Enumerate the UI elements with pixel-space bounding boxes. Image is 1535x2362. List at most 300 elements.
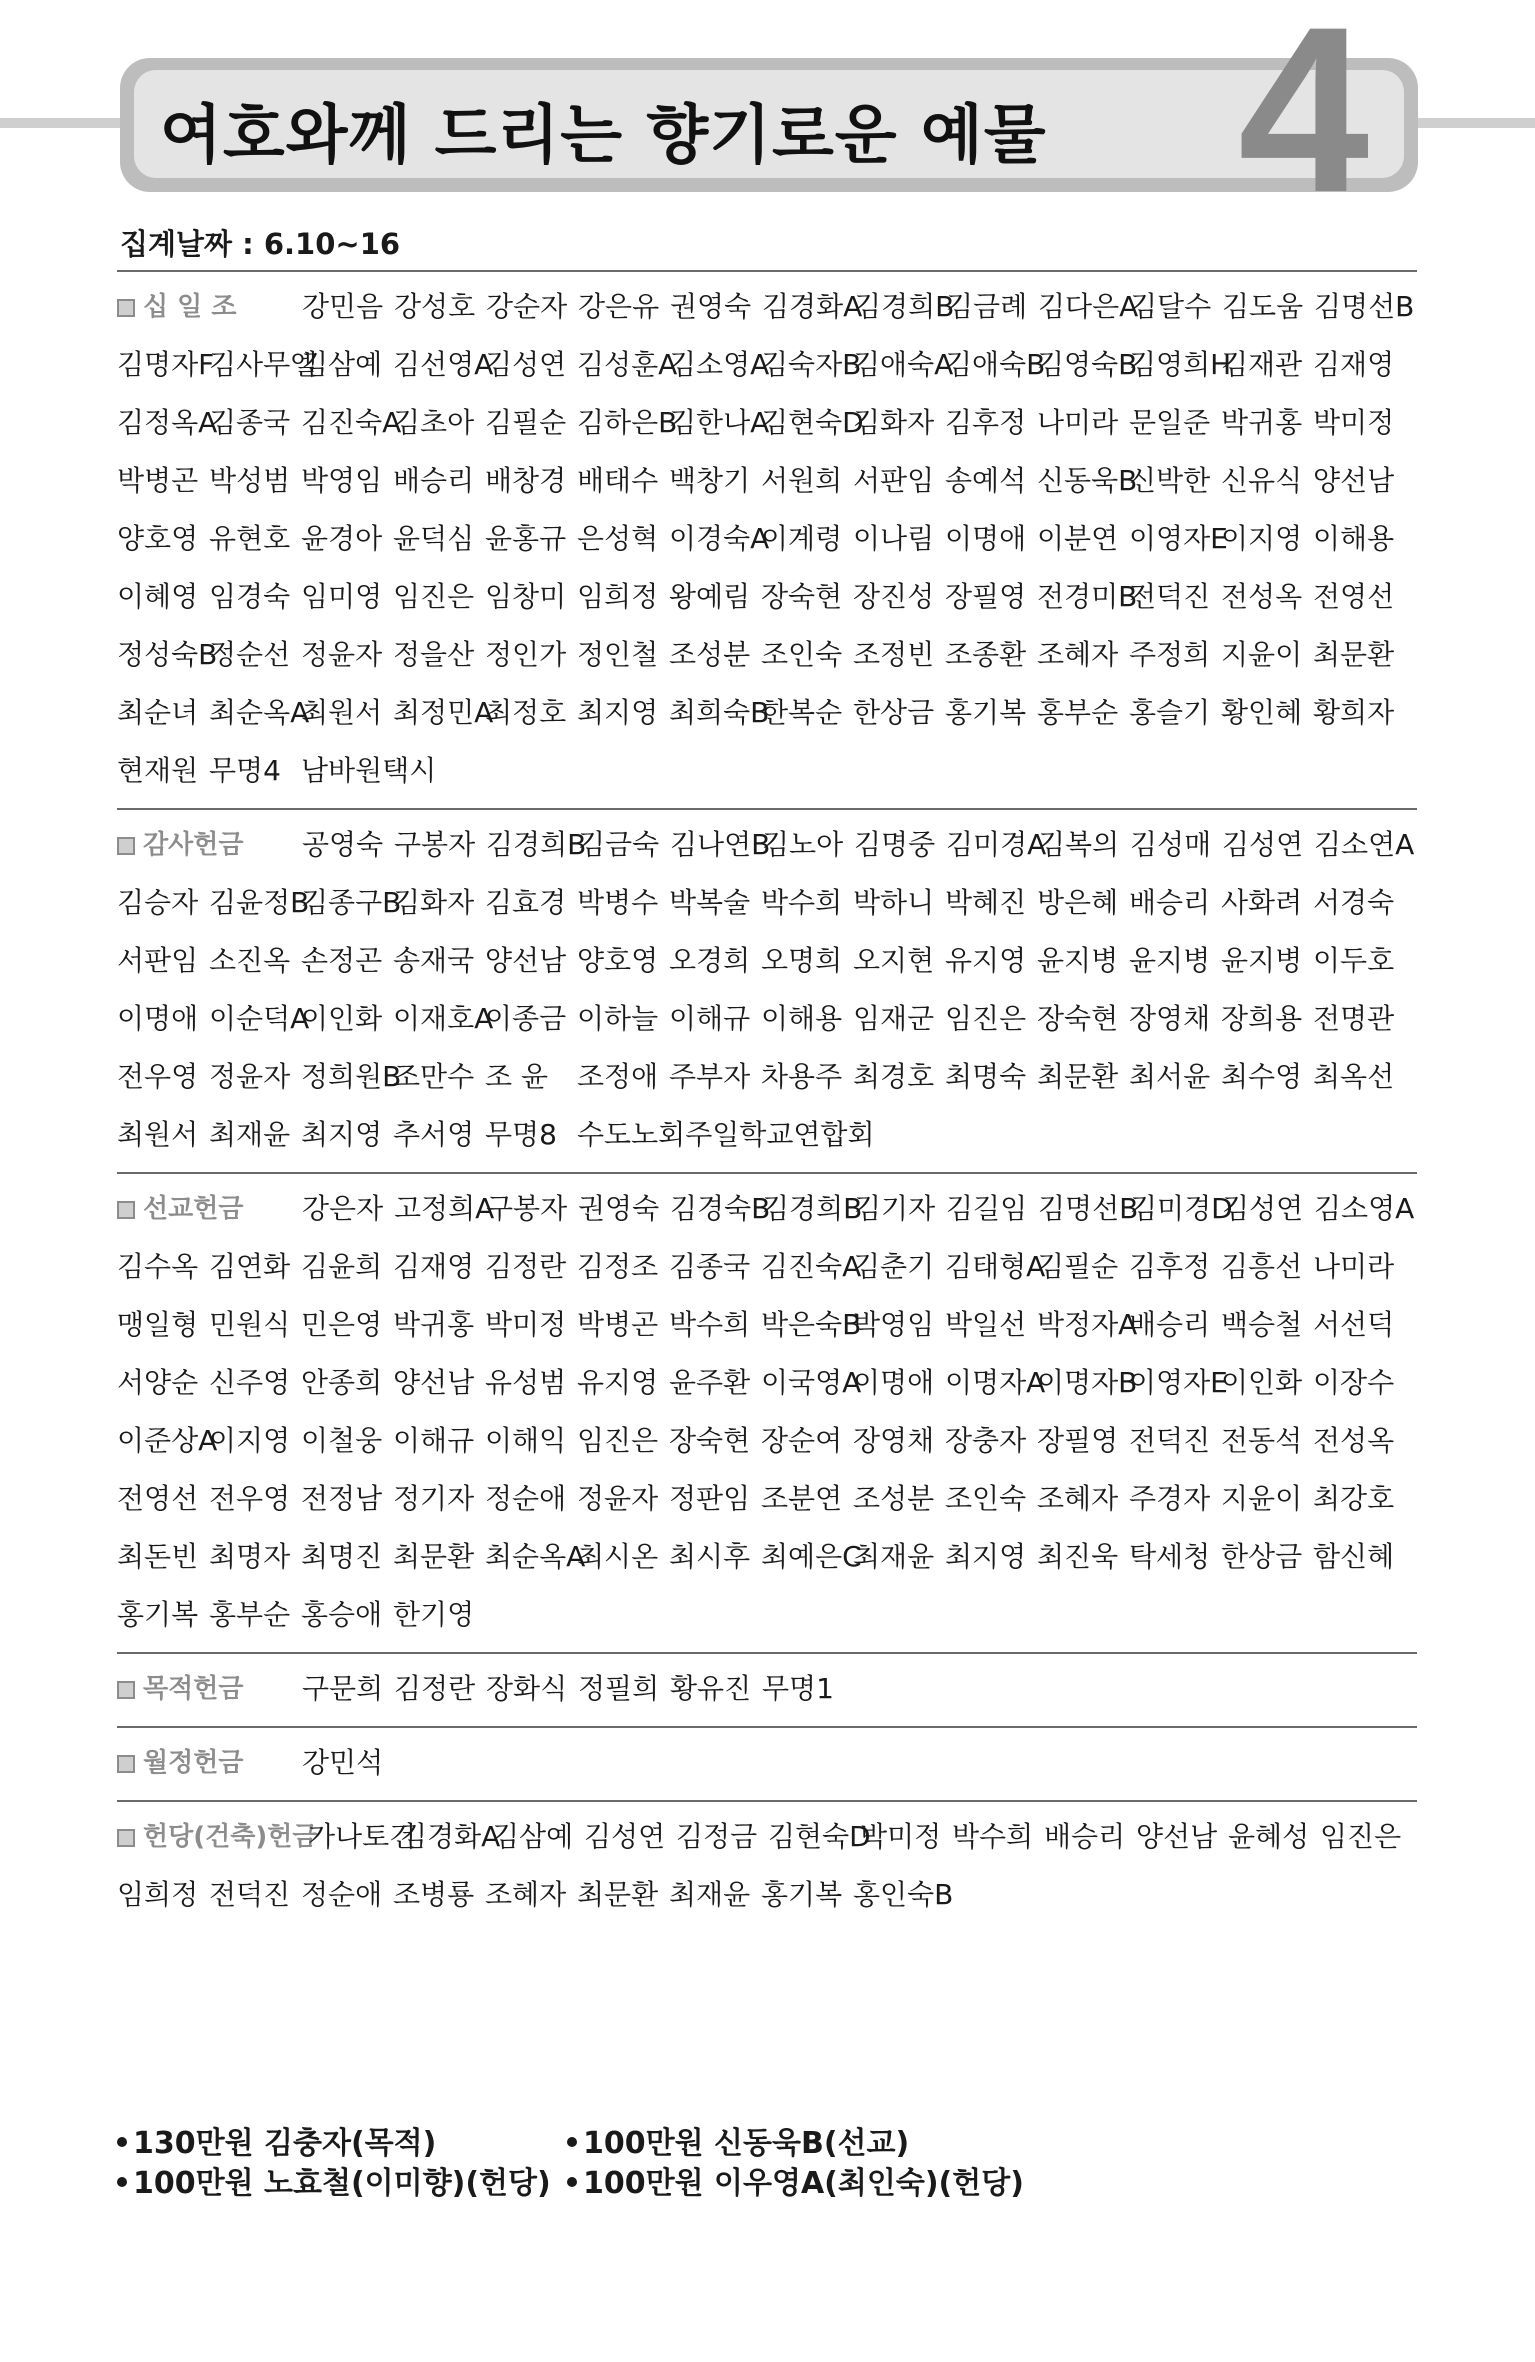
square-bullet-icon <box>117 1829 135 1847</box>
donor-name: 전성옥 <box>1313 1424 1395 1457</box>
donor-name: 김승자 <box>117 886 199 919</box>
donor-name: 박수희 <box>669 1308 751 1341</box>
donor-name: 전정남 <box>301 1482 383 1515</box>
donor-name: 김필순 <box>485 406 567 439</box>
section-label <box>117 278 302 336</box>
donor-name: 김수옥 <box>117 1250 199 1283</box>
donor-name: 김영희H <box>1129 348 1232 381</box>
donor-name: 이종금 <box>485 1002 567 1035</box>
donor-name: 전경미B <box>1037 580 1138 613</box>
section-name-list <box>117 1734 1417 1792</box>
donor-name: 박일선 <box>945 1308 1027 1341</box>
donor-name: 이인화 <box>301 1002 383 1035</box>
donor-name: 전덕진 <box>1129 580 1211 613</box>
donor-name: 김초아 <box>393 406 475 439</box>
donor-name: 김정란 <box>394 1672 476 1705</box>
donor-name: 홍부순 <box>1037 696 1119 729</box>
donor-name: 장화식 <box>486 1672 568 1705</box>
donor-name: 김종구B <box>301 886 402 919</box>
donor-name: 조인숙 <box>761 638 843 671</box>
section-label-text: 월정헌금 <box>143 1748 244 1778</box>
donor-name: 이분연 <box>1037 522 1119 555</box>
donor-name: 배승리 <box>1129 1308 1211 1341</box>
donor-name: 장필영 <box>1037 1424 1119 1457</box>
donor-name: 전성옥 <box>1221 580 1303 613</box>
donor-name: 김명중 <box>854 828 936 861</box>
donor-name: 윤홍규 <box>485 522 567 555</box>
donor-name: 장희용 <box>1221 1002 1303 1035</box>
donor-name: 최시온 <box>577 1540 659 1573</box>
donor-name: 임미영 <box>301 580 383 613</box>
donor-name: 윤지병 <box>1129 944 1211 977</box>
donor-name: 김나연B <box>670 828 771 861</box>
donor-name: 유지영 <box>945 944 1027 977</box>
donor-name: 윤지병 <box>1037 944 1119 977</box>
donor-name: 이명자A <box>945 1366 1046 1399</box>
section-name-list <box>117 278 1417 800</box>
donor-name: 조 윤 <box>485 1060 548 1093</box>
donor-name: 조혜자 <box>485 1878 567 1911</box>
donor-name: 김영숙B <box>1037 348 1138 381</box>
donor-name: 김숙자B <box>761 348 862 381</box>
donor-name: 이국영A <box>761 1366 862 1399</box>
donor-name: 홍부순 <box>209 1598 291 1631</box>
donor-name: 이명애 <box>945 522 1027 555</box>
square-bullet-icon <box>117 299 135 317</box>
donor-name: 윤덕심 <box>393 522 475 555</box>
donor-name: 정순애 <box>301 1878 383 1911</box>
donor-name: 이영자E <box>1129 1366 1228 1399</box>
donor-name: 김소영A <box>669 348 770 381</box>
donor-name: 홍승애 <box>301 1598 383 1631</box>
header-rule-right <box>1410 118 1535 128</box>
donor-name: 민은영 <box>301 1308 383 1341</box>
donor-name: 한상금 <box>1221 1540 1303 1573</box>
donor-name: 조정빈 <box>853 638 935 671</box>
donor-name: 박복술 <box>669 886 751 919</box>
donor-name: 김현숙D <box>761 406 864 439</box>
donor-name: 김선영A <box>393 348 494 381</box>
donor-name: 무명8 <box>485 1118 557 1151</box>
header-rule-left <box>0 118 125 128</box>
donor-name: 오지현 <box>853 944 935 977</box>
note-item <box>567 2158 1024 2202</box>
donor-name: 장숙현 <box>1037 1002 1119 1035</box>
donor-name: 임재군 <box>853 1002 935 1035</box>
donor-name: 구봉자 <box>486 1192 568 1225</box>
donor-name: 안종희 <box>301 1366 383 1399</box>
donor-name: 양선남 <box>393 1366 475 1399</box>
donor-name: 정순애 <box>485 1482 567 1515</box>
donor-name: 김기자 <box>854 1192 936 1225</box>
donor-name: 이명애 <box>117 1002 199 1035</box>
offering-section <box>117 1726 1417 1800</box>
donor-name: 한상금 <box>853 696 935 729</box>
donor-name: 김정란 <box>485 1250 567 1283</box>
donor-name: 강성호 <box>394 290 476 323</box>
donor-name: 배태수 <box>577 464 659 497</box>
donor-name: 주정희 <box>1129 638 1211 671</box>
donor-name: 전덕진 <box>209 1878 291 1911</box>
donor-name: 공영숙 <box>302 828 384 861</box>
donor-name: 주경자 <box>1129 1482 1211 1515</box>
donor-name: 김화자 <box>393 886 475 919</box>
donor-name: 홍기복 <box>117 1598 199 1631</box>
donor-name: 박영임 <box>301 464 383 497</box>
donor-name: 최재윤 <box>669 1878 751 1911</box>
square-bullet-icon <box>117 1681 135 1699</box>
donor-name: 강순자 <box>486 290 568 323</box>
donor-name: 서양순 <box>117 1366 199 1399</box>
section-label <box>117 1660 302 1718</box>
square-bullet-icon <box>117 1755 135 1773</box>
donor-name: 권영숙 <box>578 1192 660 1225</box>
donor-name: 김성연 <box>485 348 567 381</box>
donor-name: 구문희 <box>302 1672 384 1705</box>
donor-name: 조인숙 <box>945 1482 1027 1515</box>
page-header <box>0 0 1535 242</box>
donor-name: 최재윤 <box>853 1540 935 1573</box>
donor-name: 장충자 <box>945 1424 1027 1457</box>
donor-name: 정기자 <box>393 1482 475 1515</box>
donor-name: 최돈빈 <box>117 1540 199 1573</box>
donor-name: 양선남 <box>1136 1820 1218 1853</box>
donor-name: 가나토건 <box>308 1820 417 1853</box>
donor-name: 임경숙 <box>209 580 291 613</box>
page-title: 여호와께 드리는 향기로운 예물 <box>160 99 1047 173</box>
donor-name: 박미정 <box>1313 406 1395 439</box>
donor-name: 양선남 <box>485 944 567 977</box>
donor-name: 김진숙A <box>301 406 402 439</box>
offering-section <box>117 1172 1417 1652</box>
donor-name: 장숙현 <box>669 1424 751 1457</box>
donor-name: 이장수 <box>1313 1366 1395 1399</box>
donor-name: 전덕진 <box>1129 1424 1211 1457</box>
donor-name: 백창기 <box>669 464 751 497</box>
donor-name: 김한나A <box>669 406 770 439</box>
donor-name: 김흥선 <box>1221 1250 1303 1283</box>
donor-name: 김성연 <box>584 1820 666 1853</box>
donor-name: 이해용 <box>761 1002 843 1035</box>
donor-name: 탁세청 <box>1129 1540 1211 1573</box>
donor-name: 정윤자 <box>209 1060 291 1093</box>
donor-name: 김성훈A <box>577 348 678 381</box>
donor-name: 이하늘 <box>577 1002 659 1035</box>
offering-section <box>117 1652 1417 1726</box>
donor-name: 조병룡 <box>393 1878 475 1911</box>
offering-section <box>117 1800 1417 1932</box>
donor-name: 박병수 <box>577 886 659 919</box>
donor-name: 김명자F <box>117 348 215 381</box>
section-label-text: 감사헌금 <box>143 830 244 860</box>
tally-date: 집계날짜 : 6.10~16 <box>120 227 401 261</box>
donor-name: 최원서 <box>117 1118 199 1151</box>
donor-name: 김종국 <box>209 406 291 439</box>
donor-name: 김다은A <box>1038 290 1139 323</box>
donor-name: 왕예림 <box>669 580 751 613</box>
donor-name: 김명선B <box>1314 290 1415 323</box>
donor-name: 김필순 <box>1037 1250 1119 1283</box>
donor-name: 이해규 <box>669 1002 751 1035</box>
donor-name: 김애숙B <box>945 348 1046 381</box>
donor-name: 유현호 <box>209 522 291 555</box>
donor-name: 서판임 <box>117 944 199 977</box>
donor-name: 정성숙B <box>117 638 218 671</box>
bullet-dot-icon <box>117 2137 127 2147</box>
donor-name: 최예은C <box>761 1540 862 1573</box>
donor-name: 백승철 <box>1221 1308 1303 1341</box>
donor-name: 송예석 <box>945 464 1027 497</box>
donor-name: 양호영 <box>577 944 659 977</box>
section-name-list <box>117 816 1417 1164</box>
donor-name: 손정곤 <box>301 944 383 977</box>
donor-name: 이해규 <box>393 1424 475 1457</box>
section-label-text: 십 일 조 <box>143 292 237 322</box>
donor-name: 임진은 <box>945 1002 1027 1035</box>
donor-name: 조정애 <box>577 1060 659 1093</box>
donor-name: 최명진 <box>301 1540 383 1573</box>
donor-name: 조분연 <box>761 1482 843 1515</box>
offering-sections <box>117 270 1417 1932</box>
donor-name: 조성분 <box>853 1482 935 1515</box>
section-label <box>117 1808 318 1866</box>
donor-name: 맹일형 <box>117 1308 199 1341</box>
donor-name: 김명선B <box>1038 1192 1139 1225</box>
bullet-dot-icon <box>117 2177 127 2187</box>
donor-name: 김소영A <box>1314 1192 1415 1225</box>
donor-name: 김종국 <box>669 1250 751 1283</box>
note-text: 100만원 이우영A(최인숙)(헌당) <box>583 2166 1024 2201</box>
donor-name: 최지영 <box>301 1118 383 1151</box>
donor-name: 문일준 <box>1129 406 1211 439</box>
donor-name: 이두호 <box>1313 944 1395 977</box>
donor-name: 이재호A <box>393 1002 494 1035</box>
square-bullet-icon <box>117 1201 135 1219</box>
donor-name: 김복의 <box>1038 828 1120 861</box>
donor-name: 조만수 <box>393 1060 475 1093</box>
donor-name: 이나림 <box>853 522 935 555</box>
donor-name: 황희자 <box>1313 696 1395 729</box>
donor-name: 장영채 <box>1129 1002 1211 1035</box>
donor-name: 김길임 <box>946 1192 1028 1225</box>
donor-name: 추서영 <box>393 1118 475 1151</box>
donor-name: 김연화 <box>209 1250 291 1283</box>
note-text: 100만원 신동욱B(선교) <box>583 2126 910 2161</box>
donor-name: 수도노회주일학교연합회 <box>577 1118 875 1151</box>
donor-name: 김도움 <box>1222 290 1304 323</box>
donor-name: 박귀홍 <box>1221 406 1303 439</box>
donor-name: 한복순 <box>761 696 843 729</box>
offering-section <box>117 808 1417 1172</box>
donor-name: 조혜자 <box>1037 1482 1119 1515</box>
donor-name: 김효경 <box>485 886 567 919</box>
donor-name: 박영임 <box>853 1308 935 1341</box>
donor-name: 이명자B <box>1037 1366 1138 1399</box>
donor-name: 윤지병 <box>1221 944 1303 977</box>
donor-name: 최수영 <box>1221 1060 1303 1093</box>
donor-name: 박미정 <box>860 1820 942 1853</box>
donor-name: 이영자E <box>1129 522 1228 555</box>
donor-name: 서원희 <box>761 464 843 497</box>
donor-name: 홍기복 <box>761 1878 843 1911</box>
donor-name: 무명4 <box>209 754 281 787</box>
donor-name: 최순옥A <box>209 696 310 729</box>
donor-name: 최재윤 <box>209 1118 291 1151</box>
donor-name: 조성분 <box>669 638 751 671</box>
section-label <box>117 1180 302 1238</box>
donor-name: 장진성 <box>853 580 935 613</box>
donor-name: 최정호 <box>485 696 567 729</box>
note-item <box>567 2118 909 2162</box>
donor-name: 무명1 <box>762 1672 834 1705</box>
donor-name: 양호영 <box>117 522 199 555</box>
donor-name: 이순덕A <box>209 1002 310 1035</box>
donor-name: 김경화A <box>400 1820 501 1853</box>
donor-name: 김정조 <box>577 1250 659 1283</box>
donor-name: 김재영 <box>1313 348 1395 381</box>
donor-name: 전명관 <box>1313 1002 1395 1035</box>
donor-name: 김성매 <box>1130 828 1212 861</box>
donor-name: 최희숙B <box>669 696 770 729</box>
donor-name: 정을산 <box>393 638 475 671</box>
donor-name: 장영채 <box>853 1424 935 1457</box>
donor-name: 김화자 <box>853 406 935 439</box>
donor-name: 윤주환 <box>669 1366 751 1399</box>
donor-name: 소진옥 <box>209 944 291 977</box>
donor-name: 김성연 <box>1222 1192 1304 1225</box>
donor-name: 전동석 <box>1221 1424 1303 1457</box>
donor-name: 지윤이 <box>1221 1482 1303 1515</box>
donor-name: 송재국 <box>393 944 475 977</box>
donor-name: 김경숙B <box>670 1192 771 1225</box>
donor-name: 박하니 <box>853 886 935 919</box>
donor-name: 강민석 <box>302 1746 384 1779</box>
donor-name: 이지영 <box>1221 522 1303 555</box>
donor-name: 김윤정B <box>209 886 310 919</box>
issue-number: 4 <box>1238 0 1370 242</box>
note-item <box>117 2158 551 2202</box>
donor-name: 신박한 <box>1129 464 1211 497</box>
donor-name: 나미라 <box>1313 1250 1395 1283</box>
donor-name: 김후정 <box>945 406 1027 439</box>
donor-name: 김재관 <box>1221 348 1303 381</box>
donor-name: 임희정 <box>577 580 659 613</box>
donor-name: 황인혜 <box>1221 696 1303 729</box>
donor-name: 지윤이 <box>1221 638 1303 671</box>
donor-name: 양선남 <box>1313 464 1395 497</box>
donor-name: 정필희 <box>578 1672 660 1705</box>
donor-name: 장필영 <box>945 580 1027 613</box>
donor-name: 조종환 <box>945 638 1027 671</box>
donor-name: 신동욱B <box>1037 464 1138 497</box>
section-label <box>117 1734 302 1792</box>
donor-name: 황유진 <box>670 1672 752 1705</box>
donor-name: 정윤자 <box>301 638 383 671</box>
section-name-list <box>117 1180 1417 1644</box>
donor-name: 한기영 <box>393 1598 475 1631</box>
donor-name: 김미경A <box>946 828 1047 861</box>
donor-name: 김삼예 <box>301 348 383 381</box>
donor-name: 사화려 <box>1221 886 1303 919</box>
donor-name: 정희원B <box>301 1060 402 1093</box>
donor-name: 전우영 <box>117 1060 199 1093</box>
donor-name: 이경숙A <box>669 522 770 555</box>
donor-name: 장순여 <box>761 1424 843 1457</box>
donor-name: 서판임 <box>853 464 935 497</box>
donor-name: 홍인숙B <box>853 1878 954 1911</box>
bullet-dot-icon <box>567 2137 577 2147</box>
donor-name: 신유식 <box>1221 464 1303 497</box>
donor-name: 박수희 <box>761 886 843 919</box>
donor-name: 최정민A <box>393 696 494 729</box>
donor-name: 김현숙D <box>768 1820 871 1853</box>
donor-name: 최문환 <box>393 1540 475 1573</box>
donor-name: 권영숙 <box>670 290 752 323</box>
section-label-text: 목적헌금 <box>143 1674 244 1704</box>
donor-name: 박성범 <box>209 464 291 497</box>
donor-name: 박수희 <box>952 1820 1034 1853</box>
donor-name: 신주영 <box>209 1366 291 1399</box>
offering-section <box>117 270 1417 808</box>
donor-name: 임창미 <box>485 580 567 613</box>
donor-name: 김윤희 <box>301 1250 383 1283</box>
donor-name: 최문환 <box>1037 1060 1119 1093</box>
donor-name: 배승리 <box>1129 886 1211 919</box>
donor-name: 강민음 <box>302 290 384 323</box>
donor-name: 김소연A <box>1314 828 1415 861</box>
donor-name: 김금례 <box>946 290 1028 323</box>
donor-name: 김삼예 <box>492 1820 574 1853</box>
donor-name: 배승리 <box>393 464 475 497</box>
donor-name: 최순녀 <box>117 696 199 729</box>
donor-name: 최강호 <box>1313 1482 1395 1515</box>
donor-name: 임진은 <box>393 580 475 613</box>
donor-name: 오명희 <box>761 944 843 977</box>
donor-name: 김사무엘 <box>209 348 318 381</box>
donor-name: 임진은 <box>577 1424 659 1457</box>
section-label-text: 헌당(건축)헌금 <box>143 1822 318 1852</box>
donor-name: 최지영 <box>945 1540 1027 1573</box>
donor-name: 최원서 <box>301 696 383 729</box>
donor-name: 최서윤 <box>1129 1060 1211 1093</box>
donor-name: 박병곤 <box>577 1308 659 1341</box>
donor-name: 구봉자 <box>394 828 476 861</box>
donor-name: 최경호 <box>853 1060 935 1093</box>
donor-name: 김후정 <box>1129 1250 1211 1283</box>
donor-name: 민원식 <box>209 1308 291 1341</box>
donor-name: 박병곤 <box>117 464 199 497</box>
section-label <box>117 816 302 874</box>
donor-name: 이계령 <box>761 522 843 555</box>
bullet-dot-icon <box>567 2177 577 2187</box>
donor-name: 서경숙 <box>1313 886 1395 919</box>
donor-name: 배창경 <box>485 464 567 497</box>
section-name-list <box>117 1808 1417 1924</box>
donor-name: 박귀홍 <box>393 1308 475 1341</box>
note-text: 100만원 노효철(이미향)(헌당) <box>133 2166 551 2201</box>
note-text: 130만원 김충자(목적) <box>133 2126 437 2161</box>
donor-name: 홍슬기 <box>1129 696 1211 729</box>
donor-name: 현재원 <box>117 754 199 787</box>
donor-name: 배승리 <box>1044 1820 1126 1853</box>
donor-name: 최명자 <box>209 1540 291 1573</box>
donor-name: 고정희A <box>394 1192 495 1225</box>
donor-name: 홍기복 <box>945 696 1027 729</box>
donor-name: 김경희B <box>854 290 955 323</box>
donor-name: 유성범 <box>485 1366 567 1399</box>
donor-name: 이해용 <box>1313 522 1395 555</box>
donor-name: 정인가 <box>485 638 567 671</box>
